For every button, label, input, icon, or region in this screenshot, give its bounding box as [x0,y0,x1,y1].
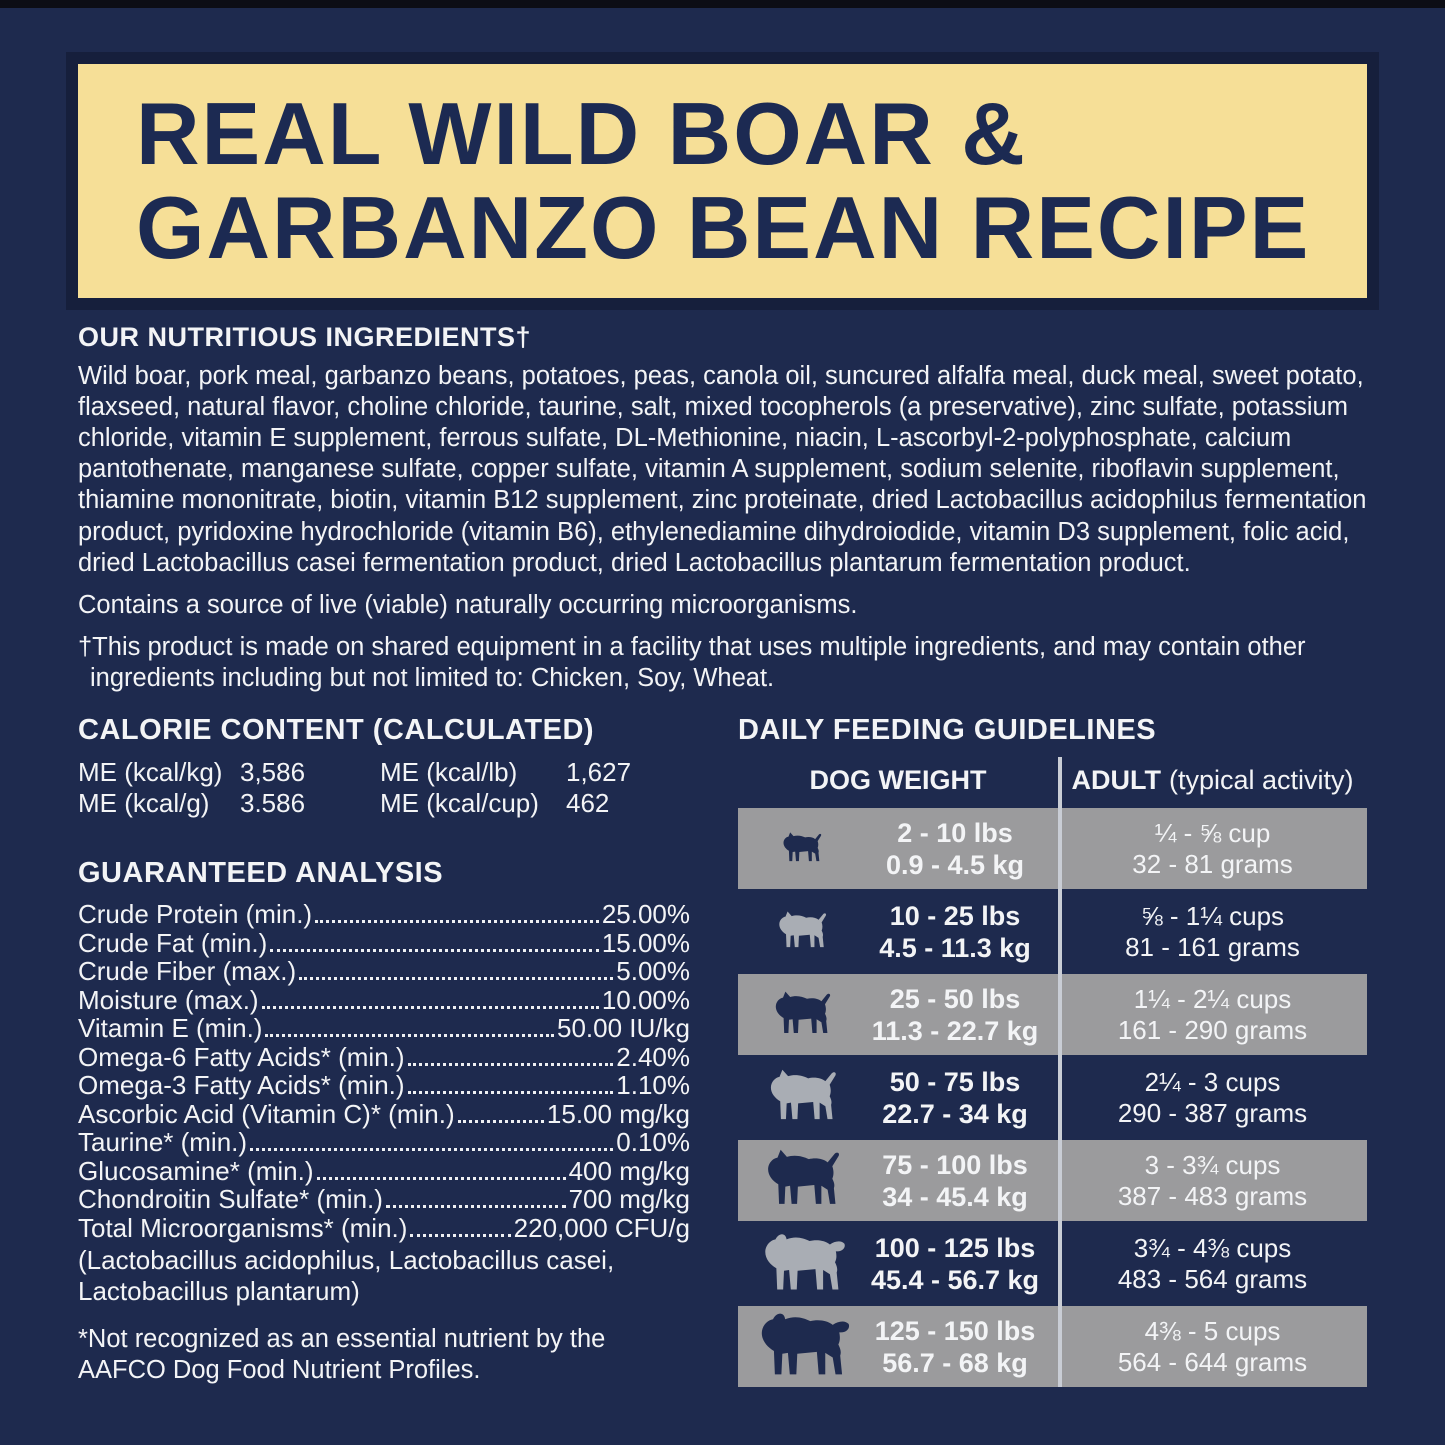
weight-kg: 22.7 - 34 kg [882,1098,1028,1129]
weight-kg: 56.7 - 68 kg [882,1347,1028,1378]
leader-dots [410,1234,510,1237]
feeding-row-50-75lbs [738,1057,1367,1138]
leader-dots [262,1006,599,1009]
serving-cups: ¼ - ⅝ cup [1154,817,1271,848]
feeding-guidelines-table [738,757,1367,1387]
calorie-entry [380,757,631,788]
calorie-column-imperial [380,757,631,819]
analysis-row: Total Microorganisms* (min.) 220,000 CFU/g [78,1212,690,1243]
calorie-label: ME (kcal/lb) [380,757,518,788]
serving-cups: 3 - 3¾ cups [1144,1149,1281,1180]
calorie-entry [78,757,380,788]
microorganisms-species-list: (Lactobacillus acidophilus, Lactobacillus casei, Lactobacillus plantarum) [78,1245,615,1307]
calorie-entry [78,788,380,819]
calorie-content-heading: CALORIE CONTENT (CALCULATED) [78,714,595,747]
recipe-title-line2: GARBANZO BEAN RECIPE [136,178,1311,277]
weight-lbs: 100 - 125 lbs [874,1232,1036,1263]
serving-grams: 483 - 564 grams [1117,1263,1308,1294]
weight-kg: 34 - 45.4 kg [882,1181,1028,1212]
calorie-column-metric [78,757,380,819]
weight-kg: 45.4 - 56.7 kg [870,1264,1040,1295]
analysis-row: Crude Fat (min.) 15.00% [78,927,690,958]
serving-cups: 1¼ - 2¼ cups [1133,983,1292,1014]
serving-grams: 32 - 81 grams [1132,848,1293,879]
analysis-row: Omega-3 Fatty Acids* (min.) 1.10% [78,1070,690,1101]
german-shepherd-icon [738,1069,864,1126]
weight-lbs: 50 - 75 lbs [889,1066,1021,1097]
analysis-row: Omega-6 Fatty Acids* (min.) 2.40% [78,1041,690,1072]
shared-equipment-footnote: †This product is made on shared equipment in a facility that uses multiple ingredients, and may contain other ingredients including but not limited to: Chicken, Soy, Wheat. [78,632,1306,692]
labrador-icon [738,1230,864,1298]
analysis-row: Moisture (max.) 10.00% [78,984,690,1015]
weight-lbs: 75 - 100 lbs [882,1149,1028,1180]
serving-cups: 4⅜ - 5 cups [1144,1315,1281,1346]
weight-lbs: 2 - 10 lbs [897,817,1013,848]
feeding-guidelines-heading: DAILY FEEDING GUIDELINES [738,714,1157,747]
guaranteed-analysis-section [78,857,690,1386]
feeding-row-2-10lbs [738,808,1367,889]
feeding-row-100-125lbs [738,1223,1367,1304]
weight-lbs: 25 - 50 lbs [889,983,1021,1014]
recipe-banner [78,64,1367,298]
analysis-row: Crude Fiber (max.) 5.00% [78,956,690,987]
great-dane-icon [738,1149,864,1212]
chihuahua-icon [738,832,864,865]
leader-dots [408,1091,614,1094]
serving-cups: 2¼ - 3 cups [1144,1066,1281,1097]
weight-lbs: 10 - 25 lbs [889,900,1021,931]
spitz-icon [738,991,864,1039]
ingredients-list: Wild boar, pork meal, garbanzo beans, potatoes, peas, canola oil, suncured alfalfa meal, duck meal, sweet potato, flaxseed, natural flavor, choline chloride, taurine, salt, mixed tocopherols (a preservative), zinc sulfate, potassium chloride, vitamin E supplement, ferrous sulfate, DL-Methionine, niacin, L-ascorbyl-2-polyphosphate, calcium pantothenate, manganese sulfate, copper sulfate, vitamin A supplement, sodium selenite, riboflavin supplement, thiamine mononitrate, biotin, vitamin B12 supplement, zinc proteinate, dried Lactobacillus acidophilus fermentation product, pyridoxine hydrochloride (vitamin B6), ethylenediamine dihydroiodide, vitamin D3 supplement, folic acid, dried Lactobacillus casei fermentation product, dried Lactobacillus plantarum fermentation product. [78,362,1367,577]
calorie-table [78,757,690,819]
analysis-row: Crude Protein (min.) 25.00% [78,899,690,930]
ingredients-heading: OUR NUTRITIOUS INGREDIENTS† [78,322,532,352]
calorie-value: 3,586 [240,757,306,788]
analysis-row: Ascorbic Acid (Vitamin C)* (min.) 15.00 mg/kg [78,1098,690,1129]
calorie-value: 1,627 [566,757,632,788]
guaranteed-analysis-heading: GUARANTEED ANALYSIS [78,857,444,890]
weight-kg: 11.3 - 22.7 kg [871,1015,1039,1046]
analysis-row: Vitamin E (min.) 50.00 IU/kg [78,1013,690,1044]
weight-lbs: 125 - 150 lbs [874,1315,1036,1346]
feeding-row-10-25lbs [738,891,1367,972]
feeding-row-75-100lbs [738,1140,1367,1221]
panel-content [0,322,1445,1389]
serving-cups: ⅝ - 1¼ cups [1140,900,1285,931]
leader-dots [317,1177,566,1180]
serving-grams: 290 - 387 grams [1117,1097,1308,1128]
ingredients-section [78,322,1367,694]
serving-grams: 387 - 483 grams [1117,1180,1308,1211]
leader-dots [270,949,599,952]
leader-dots [265,1034,554,1037]
leader-dots [315,920,599,923]
feeding-table-header [738,757,1367,803]
leader-dots [458,1120,544,1123]
feeding-row-125-150lbs [738,1306,1367,1387]
weight-kg: 4.5 - 11.3 kg [879,932,1031,963]
serving-grams: 161 - 290 grams [1117,1014,1308,1045]
serving-grams: 81 - 161 grams [1125,931,1300,962]
leader-dots [408,1063,614,1066]
recipe-title-line1: REAL WILD BOAR & [136,83,1027,183]
calorie-entry [380,788,631,819]
calorie-value: 462 [566,788,610,819]
calorie-label: ME (kcal/kg) [78,757,223,788]
calorie-value: 3.586 [240,788,306,819]
column-divider [1058,757,1062,1387]
top-edge-shadow [0,0,1445,8]
analysis-row: Taurine* (min.) 0.10% [78,1127,690,1158]
left-column [78,714,690,1386]
aafco-footnote: *Not recognized as an essential nutrient by the AAFCO Dog Food Nutrient Profiles. [78,1325,606,1385]
microorganisms-note: Contains a source of live (viable) naturally occurring microorganisms. [78,590,858,619]
leader-dots [386,1205,566,1208]
analysis-row: Glucosamine* (min.) 400 mg/kg [78,1155,690,1186]
serving-cups: 3¾ - 4⅜ cups [1133,1232,1292,1263]
lower-columns [78,714,1367,1389]
calorie-label: ME (kcal/cup) [380,788,539,819]
serving-grams: 564 - 644 grams [1117,1346,1308,1377]
leader-dots [299,977,613,980]
newfoundland-icon [738,1309,864,1384]
weight-kg: 0.9 - 4.5 kg [885,849,1025,880]
adult-header: ADULT (typical activity) [1071,764,1354,795]
dog-weight-header: DOG WEIGHT [809,764,987,795]
calorie-label: ME (kcal/g) [78,788,210,819]
guaranteed-analysis-table [78,900,690,1242]
french-bulldog-icon [738,911,864,952]
right-column [738,714,1367,1389]
feeding-row-25-50lbs [738,974,1367,1055]
analysis-row: Chondroitin Sulfate* (min.) 700 mg/kg [78,1184,690,1215]
leader-dots [250,1148,613,1151]
